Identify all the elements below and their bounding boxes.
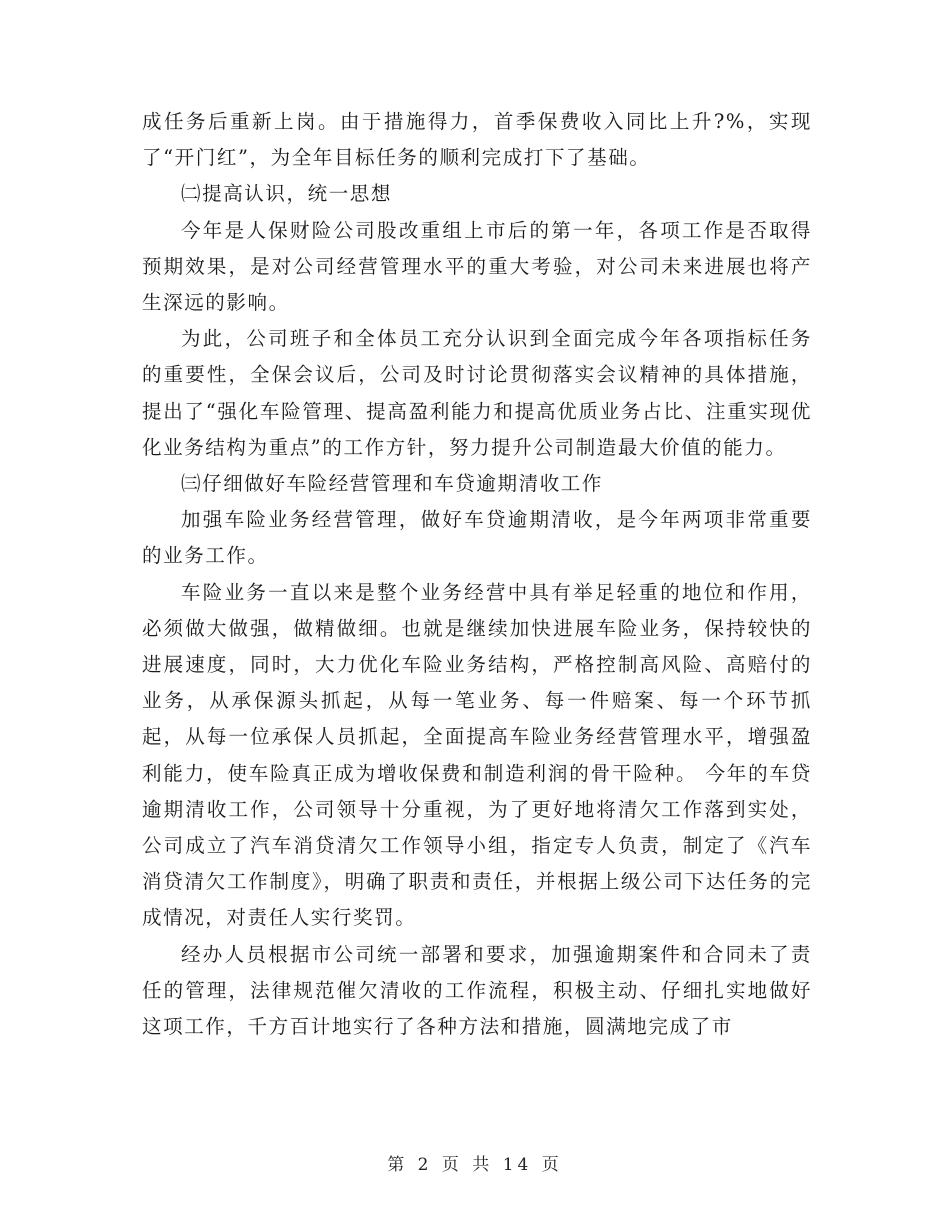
section-heading-3: ㈢仔细做好车险经营管理和车贷逾期清收工作 xyxy=(181,472,604,496)
paragraph: 加强车险业务经营管理，做好车贷逾期清收，是今年两项非常重要的业务工作。 xyxy=(142,508,812,568)
paragraph: 今年是人保财险公司股改重组上市后的第一年，各项工作是否取得预期效果，是对公司经营管理水平的重大考验，对公司未来进展也将产生深远的影响。 xyxy=(142,218,812,315)
section-heading-2: ㈡提高认识，统一思想 xyxy=(181,182,393,206)
paragraph-continuation: 成任务后重新上岗。由于措施得力，首季保费收入同比上升?%，实现了“开门红”，为全年目标任务的顺利完成打下了基础。 xyxy=(142,110,812,170)
paragraph: 为此，公司班子和全体员工充分认识到全面完成今年各项指标任务的重要性，全保会议后，公司及时讨论贯彻落实会议精神的具体措施，提出了“强化车险管理、提高盈利能力和提高优质业务占比、注重实现优化业务结构为重点”的工作方针，努力提升公司制造最大价值的能力。 xyxy=(142,327,812,459)
document-body xyxy=(142,104,812,1045)
paragraph: 经办人员根据市公司统一部署和要求，加强逾期案件和合同未了责任的管理，法律规范催欠清收的工作流程，积极主动、仔细扎实地做好这项工作，千方百计地实行了各种方法和措施，圆满地完成了市 xyxy=(142,942,812,1039)
page-number-footer: 第 2 页 共 14 页 xyxy=(387,1155,563,1175)
paragraph: 车险业务一直以来是整个业务经营中具有举足轻重的地位和作用，必须做大做强，做精做细。也就是继续加快进展车险业务，保持较快的进展速度，同时，大力优化车险业务结构，严格控制高风险、高赔付的业务，从承保源头抓起，从每一笔业务、每一件赔案、每一个环节抓起，从每一位承保人员抓起，全面提高车险业务经营管理水平，增强盈利能力，使车险真正成为增收保费和制造利润的骨干险种。 今年的车贷逾期清收工作，公司领导十分重视，为了更好地将清欠工作落到实处，公司成立了汽车消贷清欠工作领导小组，指定专人负责，制定了《汽车消贷清欠工作制度》，明确了职责和责任，并根据上级公司下达任务的完成情况，对责任人实行奖罚。 xyxy=(142,580,812,930)
